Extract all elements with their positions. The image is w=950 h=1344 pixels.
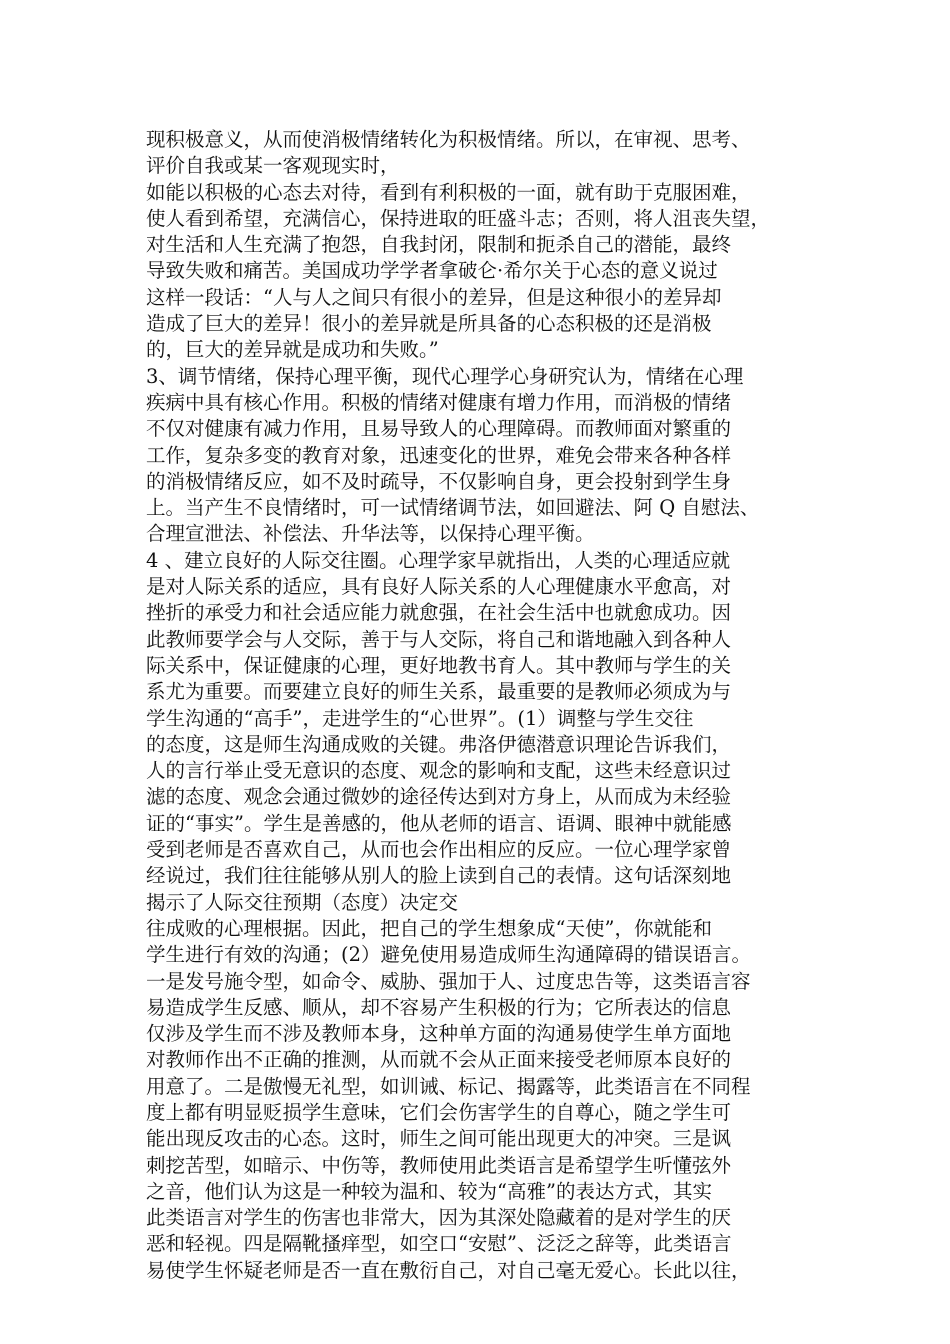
text-line: 度上都有明显贬损学生意味，它们会伤害学生的自尊心，随之学生可	[146, 1100, 732, 1124]
text-line: 的态度，这是师生沟通成败的关键。弗洛伊德潜意识理论告诉我们，	[146, 732, 732, 756]
text-line: 学生沟通的“高手”，走进学生的“心世界”。(1）调整与学生交往	[146, 706, 694, 730]
text-line: 易使学生怀疑老师是否一直在敷衍自己，对自己毫无爱心。长此以往，	[146, 1258, 751, 1282]
text-line: 的，巨大的差异就是成功和失败。”	[146, 338, 439, 362]
text-line: 人的言行举止受无意识的态度、观念的影响和支配，这些未经意识过	[146, 759, 732, 783]
text-line: 合理宣泄法、补偿法、升华法等，以保持心理平衡。	[146, 522, 595, 546]
text-line: 此类语言对学生的伤害也非常大，因为其深处隐藏着的是对学生的厌	[146, 1206, 732, 1230]
text-line: 如能以积极的心态去对待，看到有利积极的一面，就有助于克服困难，	[146, 180, 751, 204]
text-line: 导致失败和痛苦。美国成功学学者拿破仑·希尔关于心态的意义说过	[146, 259, 718, 283]
text-line: 之音，他们认为这是一种较为温和、较为“高雅”的表达方式，其实	[146, 1179, 712, 1203]
text-line: 工作，复杂多变的教育对象，迅速变化的世界，难免会带来各种各样	[146, 443, 732, 467]
text-line: 不仅对健康有减力作用，且易导致人的心理障碍。而教师面对繁重的	[146, 417, 732, 441]
text-line: 上。当产生不良情绪时，可一试情绪调节法，如回避法、阿 Q 自慰法、	[146, 496, 760, 520]
text-line: 评价自我或某一客观现实时，	[146, 154, 400, 178]
text-line: 是对人际关系的适应，具有良好人际关系的人心理健康水平愈高，对	[146, 575, 732, 599]
text-line: 滤的态度、观念会通过微妙的途径传达到对方身上，从而成为未经验	[146, 785, 732, 809]
text-line: 使人看到希望，充满信心，保持进取的旺盛斗志；否则，将人沮丧失望，	[146, 206, 771, 230]
text-line: 能出现反攻击的心态。这时，师生之间可能出现更大的冲突。三是讽	[146, 1127, 732, 1151]
text-line: 这样一段话：“人与人之间只有很小的差异，但是这种很小的差异却	[146, 285, 722, 309]
text-line: 揭示了人际交往预期（态度）决定交	[146, 890, 459, 914]
text-line: 4 、建立良好的人际交往圈。心理学家早就指出，人类的心理适应就	[146, 548, 731, 572]
text-line: 一是发号施令型，如命令、威胁、强加于人、过度忠告等，这类语言容	[146, 969, 751, 993]
text-line: 系尤为重要。而要建立良好的师生关系，最重要的是教师必须成为与	[146, 680, 732, 704]
text-line: 疾病中具有核心作用。积极的情绪对健康有增力作用，而消极的情绪	[146, 390, 732, 414]
text-line: 易造成学生反感、顺从，却不容易产生积极的行为；它所表达的信息	[146, 995, 732, 1019]
text-line: 3、调节情绪，保持心理平衡，现代心理学心身研究认为，情绪在心理	[146, 364, 744, 388]
text-line: 经说过，我们往往能够从别人的脸上读到自己的表情。这句话深刻地	[146, 864, 732, 888]
text-line: 现积极意义，从而使消极情绪转化为积极情绪。所以，在审视、思考、	[146, 128, 751, 151]
text-line: 用意了。二是傲慢无礼型，如训诫、标记、揭露等，此类语言在不同程	[146, 1074, 751, 1098]
body-text	[146, 127, 826, 1284]
text-line: 造成了巨大的差异！很小的差异就是所具备的心态积极的还是消极	[146, 312, 712, 336]
text-line: 刺挖苦型，如暗示、中伤等，教师使用此类语言是希望学生听懂弦外	[146, 1153, 732, 1177]
text-line: 受到老师是否喜欢自己，从而也会作出相应的反应。一位心理学家曾	[146, 838, 732, 862]
text-line: 对生活和人生充满了抱怨，自我封闭，限制和扼杀自己的潜能，最终	[146, 233, 732, 257]
text-line: 恶和轻视。四是隔靴搔痒型，如空口“安慰”、泛泛之辞等，此类语言	[146, 1232, 732, 1256]
text-line: 的消极情绪反应，如不及时疏导，不仅影响自身，更会投射到学生身	[146, 469, 732, 493]
text-line: 证的“事实”。学生是善感的，他从老师的语言、语调、眼神中就能感	[146, 811, 732, 835]
text-line: 际关系中，保证健康的心理，更好地教书育人。其中教师与学生的关	[146, 653, 732, 677]
text-line: 仅涉及学生而不涉及教师本身，这种单方面的沟通易使学生单方面地	[146, 1022, 732, 1046]
text-line: 挫折的承受力和社会适应能力就愈强，在社会生活中也就愈成功。因	[146, 601, 732, 625]
text-line: 对教师作出不正确的推测，从而就不会从正面来接受老师原本良好的	[146, 1048, 732, 1072]
text-line: 学生进行有效的沟通；(2）避免使用易造成师生沟通障碍的错误语言。	[146, 943, 752, 967]
text-line: 此教师要学会与人交际，善于与人交际，将自己和谐地融入到各种人	[146, 627, 732, 651]
text-line: 往成败的心理根据。因此，把自己的学生想象成“天使”，你就能和	[146, 916, 712, 940]
